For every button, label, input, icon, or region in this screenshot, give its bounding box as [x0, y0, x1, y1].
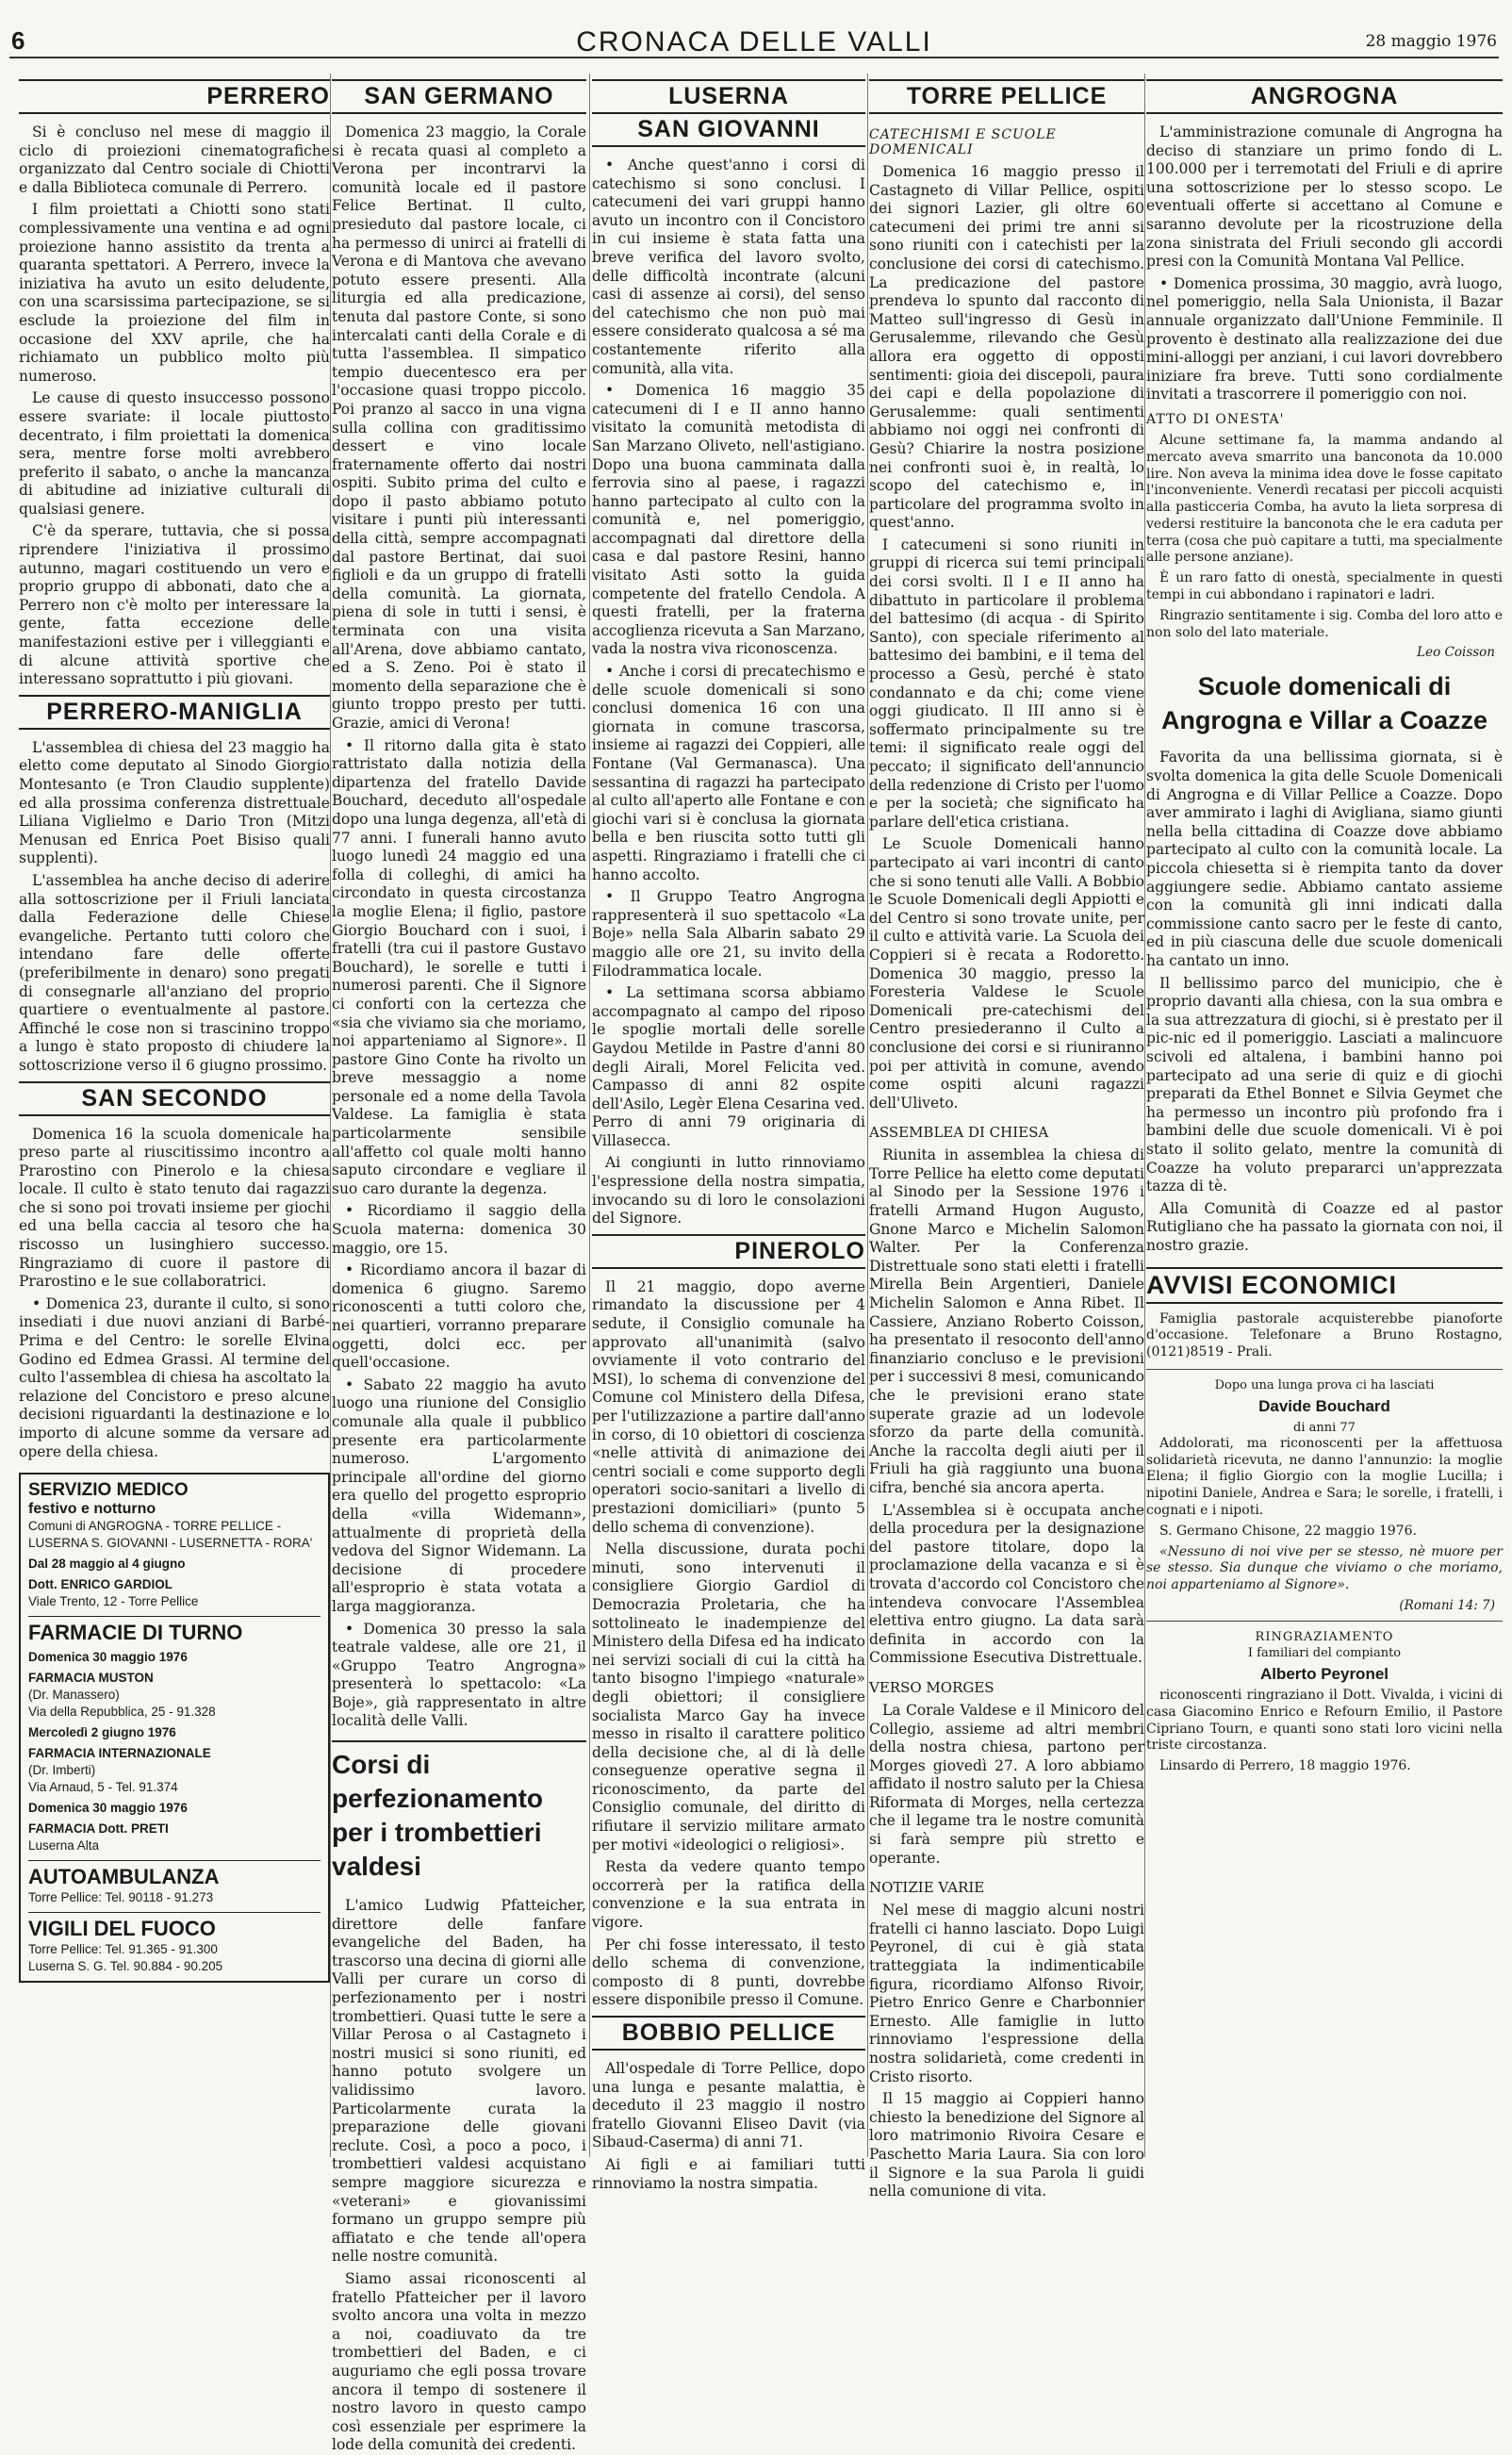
obituary-place: S. Germano Chisone, 22 maggio 1976. [1159, 1523, 1417, 1539]
box-text: Torre Pellice: Tel. 91.365 - 91.300 [28, 1942, 218, 1957]
article-paragraph: Ai congiunti in lutto rinnoviamo l'espressione della nostra simpatia, invocando su di loro le consolazioni del Signore. [592, 1154, 865, 1228]
box-text: Domenica 30 maggio 1976 [28, 1801, 188, 1816]
column-2 [332, 74, 586, 2454]
article-paragraph: Nel mese di maggio alcuni nostri fratelli ci hanno lasciato. Dopo Luigi Peyronel, di cui è già stata tratteggiata la indimenticabile figura, ricordiamo Alfonso Rivoir, Pietro Enrico Genre e Charbonnier Ernesto. Alle famiglie in lutto rinnoviamo l'espressione della nostra solidarietà, come credenti in Cristo risorto. [869, 1902, 1144, 2085]
article-title-scuole: Scuole domenicali di Angrogna e Villar a Coazze [1160, 672, 1488, 735]
article-paragraph: • Domenica 23, durante il culto, si sono insediati i due nuovi anziani di Barbé-Prima e del Centro: le sorelle Elvina Godino ed Edmea Grassi. Al termine del culto l'assemblea di chiesa ha ascoltato la relazione del Concistoro e preso alcune decisioni riguardanti la destinazione e lo importo di alcune somme da versare ad opere della chiesa. [19, 1294, 330, 1460]
article-paragraph: • Domenica 30 presso la sala teatrale valdese, alle ore 21, il «Gruppo Teatro Angrogna» presenterà lo spettacolo: «La Boje», già rappresentato in altre località delle Valli. [332, 1620, 586, 1730]
article-paragraph: L'amico Ludwig Pfatteicher, direttore delle fanfare evangeliche del Baden, ha trascorso una decina di giorni alle Valli per curare un corso di perfezionamento per i nostri trombettieri. Quasi tutte le sere a Villar Perosa o al Castagneto i nostri musici si sono riuniti, ed hanno potuto svolgere un validissimo lavoro. Particolarmente curata la preparazione delle giovani reclute. Così, a poco a poco, i trombettieri valdesi acquistano sempre maggiore sicurezza e «veterani» e giovanissimi formano un gruppo sempre più affiatato e che tende all'opera nelle nostre comunità. [332, 1897, 586, 2266]
subsection-label: VERSO MORGES [869, 1678, 994, 1696]
subsection-label: NOTIZIE VARIE [869, 1879, 985, 1897]
section-head-bobbio-pellice: BOBBIO PELLICE [592, 2016, 865, 2051]
box-text: FARMACIA INTERNAZIONALE [28, 1746, 211, 1761]
box-text: Torre Pellice: Tel. 90118 - 91.273 [28, 1890, 214, 1905]
section-head-angrogna: ANGROGNA [1146, 79, 1503, 114]
box-text: (Dr. Manassero) [28, 1688, 120, 1703]
box-text: Dott. ENRICO GARDIOL [28, 1577, 173, 1592]
article-paragraph: I film proiettati a Chiotti sono stati complessivamente una ventina e ad ogni proiezione hanno assistito da trenta a quaranta spettatori. A Perrero, invece la iniziativa ha avuto un esito deludente, con una scarsissima partecipazione, se si esclude la proiezione del film in occasione del XXV aprile, che ha richiamato un pubblico molto più numeroso. [19, 201, 330, 385]
box-text: Via Arnaud, 5 - Tel. 91.374 [28, 1780, 178, 1795]
column-5 [1146, 74, 1503, 2157]
article-paragraph: • Ricordiamo il saggio della Scuola materna: domenica 30 maggio, ore 15. [332, 1202, 586, 1257]
box-text: Luserna S. G. Tel. 90.884 - 90.205 [28, 1959, 223, 1974]
article-paragraph: Favorita da una bellissima giornata, si è svolta domenica la gita delle Scuole Domenicali di Angrogna e di Villar Pellice a Coazze. Dopo aver ammirato i laghi di Avigliana, siamo giunti nella bella cittadina di Coazze dove abbiamo partecipato al culto con la comunità locale. La piccola chiesetta si è riempita tanto da dover aggiungere sedie. Abbiamo cantato assieme con la comunità gli inni indicati dalla commissione canto sacro per le feste di canto, ed in più ciascuna delle due scuole domenicali ha cantato un inno. [1146, 749, 1503, 969]
column-3 [592, 74, 865, 2192]
article-paragraph: L'amministrazione comunale di Angrogna ha deciso di stanziare un primo fondo di L. 100.000 per i terremotati del Friuli e di aprire una sottoscrizione per lo stesso scopo. Le eventuali offerte si accettano al Comune e saranno devolute per la ricostruzione della zona sinistrata del Friuli secondo gli accordi presi con la Comunità Montana Val Pellice. [1146, 124, 1503, 271]
subsection-label: CATECHISMI E SCUOLE DOMENICALI [869, 127, 1057, 157]
article-paragraph: Nella discussione, durata pochi minuti, sono intervenuti il consigliere Giorgio Gardiol di Democrazia Proletaria, che ha sottolineato le inadempienze del Ministero della Difesa ed ha indicato nei servizi sociali di cui la città ha tanto bisogno l'impiego «naturale» degli obiettori; il consigliere socialista Marco Gay ha invece messo in risalto il carattere politico della decisione che, al di là delle conseguenze operative segna il riconoscimento, da parte del Consiglio comunale, del diritto di rifiutare il servizio militare armato per motivi «ideologici o religiosi». [592, 1541, 865, 1854]
article-paragraph: Il 15 maggio ai Coppieri hanno chiesto la benedizione del Signore al loro matrimonio Rivoira Cesare e Paschetto Maria Laura. Sia con loro il Signore e la sua Parola li guidi nella comunione di vita. [869, 2090, 1144, 2200]
box-text: Luserna Alta [28, 1838, 100, 1854]
page-number: 6 [11, 26, 25, 55]
box-title: SERVIZIO MEDICO [28, 1480, 189, 1501]
page-date: 28 maggio 1976 [1365, 32, 1497, 51]
article-paragraph: I catecumeni si sono riuniti in gruppi di ricerca sui temi principali dei corsi svolti. Il I e II anno ha dibattuto in particolare il problema del battesimo (di acqua - di Spirito Santo), con speciale riferimento al battesimo dei bambini, e il tema del processo a Gesù, perché è stato condannato e da chi; come viene oggi giudicato. Il III anno si è soffermato principalmente su tre temi: il significato reale oggi del peccato; il significato dell'annuncio della redenzione di Cristo per l'uomo e per la società; che significato ha parlare dell'etica cristiana. [869, 535, 1144, 831]
obituary-intro: Dopo una lunga prova ci ha lasciati [1214, 1377, 1435, 1392]
article-paragraph: Resta da vedere quanto tempo occorrerà per la ratifica della convenzione e la sua entrata in vigore. [592, 1858, 865, 1932]
article-paragraph: C'è da sperare, tuttavia, che si possa riprendere l'iniziativa il prossimo autunno, magari costituendo un vero e proprio gruppo di abbonati, dato che a Perrero non c'è molto per interessare la gente, fatta eccezione delle manifestazioni estive per i villeggianti e di alcune attività sportive che interessano soprattutto i più giovani. [19, 522, 330, 688]
article-paragraph: Alla Comunità di Coazze ed al pastor Rutigliano che ha passato la giornata con noi, il nostro grazie. [1146, 1199, 1503, 1254]
obituary-name: Davide Bouchard [1258, 1396, 1390, 1415]
article-paragraph: L'assemblea di chiesa del 23 maggio ha eletto come deputato al Sinodo Giorgio Montesanto (e Tron Claudio supplente) ed alla prossima conferenza distrettuale Liliana Viglielmo e Dario Tron (Mitzi Menusan ed Enrica Poet Bisiso quali supplenti). [19, 738, 330, 867]
article-paragraph: L'assemblea ha anche deciso di aderire alla sottoscrizione per il Friuli lanciata dalla Federazione delle Chiese evangeliche. Pertanto tutti coloro che intendano fare delle offerte (preferibilmente in denaro) sono pregati di consegnarle all'anziano del proprio quartiere o eventualmente al pastore. Affinché le cose non si trascinino troppo a lungo è stato proposto di chiudere la sottoscrizione verso il 6 giugno prossimo. [19, 871, 330, 1074]
box-text: FARMACIA MUSTON [28, 1671, 154, 1686]
article-paragraph: Ai figli e ai familiari tutti rinnoviamo la nostra simpatia. [592, 2155, 865, 2192]
article-paragraph: • Ricordiamo ancora il bazar di domenica 6 giugno. Saremo riconoscenti a tutti coloro che, nei quartieri, vorranno preparare oggetti, dolci ecc. per quell'occasione. [332, 1261, 586, 1372]
section-head-san-germano: SAN GERMANO [332, 79, 586, 114]
section-head-pinerolo: PINEROLO [592, 1234, 865, 1269]
obituary-text: Addolorati, ma riconoscenti per la affettuosa solidarietà ricevuta, ne danno l'annunzio: la moglie Elena; il figlio Giorgio con la moglie Lucilla; i nipotini Daniele, Andrea e Sara; le sorelle, i fratelli, i cognati e i nipoti. [1146, 1435, 1503, 1519]
column-divider [589, 74, 590, 2157]
article-paragraph: Il 21 maggio, dopo averne rimandato la discussione per 4 sedute, il Consiglio comunale ha approvato all'unanimità (salvo ovviamente il voto contrario del MSI), lo schema di convenzione del Comune col Ministero della Difesa, per l'utilizzazione a partire dall'anno in corso, di 10 obiettori di coscienza «nelle attività di animazione dei centri sociali e come supporto degli operatori socio-sanitari a livello di prestazioni domiciliari» (punto 5 dello schema di convenzione). [592, 1277, 865, 1536]
article-paragraph: Si è concluso nel mese di maggio il ciclo di proiezioni cinematografiche organizzato dal Centro sociale di Chiotti e dalla Biblioteca comunale di Perrero. [19, 124, 330, 196]
classified-ad: Famiglia pastorale acquisterebbe pianoforte d'occasione. Telefonare a Bruno Rostagno, (0121)8519 - Prali. [1146, 1310, 1503, 1360]
article-paragraph: • Sabato 22 maggio ha avuto luogo una riunione del Consiglio comunale alla quale il pubblico presente era particolarmente numeroso. L'argomento principale all'ordine del giorno era quello del progetto esproprio della «villa Widemann», attualmente di proprietà della vedova del Signor Widemann. La decisione di procedere all'esproprio è stata votata a larga maggioranza. [332, 1376, 586, 1615]
article-paragraph: Domenica 16 maggio presso il Castagneto di Villar Pellice, ospiti dei signori Lazier, gli oltre 60 catecumeni dei primi tre anni si sono riuniti con i catechisti per la conclusione dei corsi di catechismo. La predicazione del pastore prendeva lo spunto dal racconto di Matteo sull'ingresso di Gesù in Gerusalemme, rilevando che Gesù allora era oggetto di opposti sentimenti: gioia dei discepoli, paura dei capi e della popolazione di Gerusalemme: quali sentimenti abbiamo noi oggi nei confronti di Gesù? Chiarire la nostra posizione nei confronti suoi è, in realtà, lo scopo del catechismo e, in particolare del programma svolto in quest'anno. [869, 163, 1144, 532]
article-paragraph: È un raro fatto di onestà, specialmente in questi tempi in cui abbondano i rapinatori e ladri. [1146, 570, 1503, 603]
thanks-intro: I familiari del compianto [1247, 1646, 1402, 1661]
article-paragraph: Alcune settimane fa, la mamma andando al mercato aveva smarrito una banconota da 10.000 lire. Non aveva la minima idea dove le fosse capitato l'inconveniente. Venerdì recatasi per piccoli acquisti alla pasticceria Comba, ha avuto la lieta sorpresa di vedersi restituire la banconota che le era caduta per terra (cosa che può capitare a tutti, ma specialmente alle persone anziane). [1146, 432, 1503, 566]
divider [1146, 1369, 1503, 1370]
article-paragraph: • Il ritorno dalla gita è stato rattristato dalla notizia della dipartenza del fratello Davide Bouchard, deceduto all'ospedale dopo una lunga degenza, all'età di 77 anni. I funerali hanno avuto luogo lunedì 24 maggio ed una folla di colleghi, di amici ha circondato in questa circostanza la moglie Elena; il figlio, pastore Giorgio Bouchard con i suoi, i fratelli (tra cui il pastore Gustavo Bouchard), le sorelle e tutti i numerosi parenti. Che il Signore ci conforti con la certezza che «sia che viviamo sia che moriamo, noi apparteniamo al Signore». Il pastore Gino Conte ha rivolto un breve messaggio a nome personale ed a nome della Tavola Valdese. La famiglia è stata particolarmente sensibile all'affetto col quale molti hanno saputo circondare e vegliare il suo caro durante la degenza. [332, 736, 586, 1197]
article-paragraph: Domenica 23 maggio, la Corale si è recata quasi al completo a Verona per incontrarvi la comunità locale ed il pastore Felice Bertinat. Il culto, presieduto dal pastore locale, ci ha permesso di unirci ai fratelli di Verona e di Mantova che avevano potuto essere presenti. Alla liturgia ed alla predicazione, tenuta dal pastore Conte, si sono intercalati canti della Corale e di tutta l'assemblea. Il simpatico tempio duecentesco era per l'occasione quasi troppo piccolo. Poi pranzo al sacco in una vigna sulla collina con graditissimo dessert e vino locale fraternamente offerto dai nostri ospiti. Subito prima del culto e dopo il pasto abbiamo potuto visitare i punti più interessanti della città, sempre accompagnati dal pastore Bertinat, dai suoi figlioli e da un gruppo di fratelli della comunità. La giornata, piena di sole in tutti i sensi, è terminata con una visita all'Arena, dove abbiamo cantato, ed a S. Zeno. Poi è stato il momento della separazione che è giunto troppo presto per tutti. Grazie, amici di Verona! [332, 124, 586, 732]
box-text: (Dr. Imberti) [28, 1763, 96, 1778]
column-divider [867, 74, 868, 2157]
article-paragraph: L'Assemblea si è occupata anche della procedura per la designazione del pastore titolare, dopo la proclamazione della vacanza e si è trovata d'accordo col Concistoro che intendeva convocare l'Assemblea elettiva entro giugno. La data sarà definita in accordo con la Commissione Esecutiva Distrettuale. [869, 1501, 1144, 1667]
article-title-corsi: Corsi di perfezionamento per i trombettieri valdesi [332, 1740, 586, 1884]
page-header [9, 25, 1499, 58]
article-paragraph: Le Scuole Domenicali hanno partecipato ai vari incontri di canto che si sono tenuti alle Valli. A Bobbio le Scuole Domenicali degli Appiotti e del Centro si sono trovate unite, per il culto e attività varie. La Scuola dei Coppieri si è recata a Rodoretto. Domenica 30 maggio, presso la Foresteria Valdese le Scuole Domenicali pre-catechismi del Centro presiederanno il Culto a conclusione dei corsi e si riuniranno poi per attività in comune, avendo come ospiti alcuni ragazzi dell'Uliveto. [869, 835, 1144, 1112]
box-text: Comuni di ANGROGNA - TORRE PELLICE - LUSERNA S. GIOVANNI - LUSERNETTA - RORA' [28, 1519, 313, 1551]
box-heading: AUTOAMBULANZA [28, 1860, 320, 1889]
box-text: Domenica 30 maggio 1976 [28, 1650, 188, 1665]
article-paragraph: Ringrazio sentitamente i sig. Comba del loro atto e non solo del lato materiale. [1146, 607, 1503, 640]
article-paragraph: Per chi fosse interessato, il testo dello schema di convenzione, composto di 8 punti, dovrebbe essere disponibile presso il Comune. [592, 1936, 865, 2009]
article-paragraph: All'ospedale di Torre Pellice, dopo una lunga e pesante malattia, è deceduto il 23 maggio il nostro fratello Giovanni Eliseo Davit (via Sibaud-Caserma) di anni 71. [592, 2060, 865, 2151]
divider [1146, 1621, 1503, 1622]
box-text: Viale Trento, 12 - Torre Pellice [28, 1594, 199, 1609]
article-paragraph: • Domenica prossima, 30 maggio, avrà luogo, nel pomeriggio, nella Sala Unionista, il Bazar annuale organizzato dall'Unione Femminile. Il provento è destinato alla realizzazione dei due mini-alloggi per anziani, i cui lavori dovrebbero iniziare fra breve. Tutti sono cordialmente invitati a trascorrere il pomeriggio con noi. [1146, 274, 1503, 404]
box-heading: FARMACIE DI TURNO [28, 1616, 320, 1645]
box-text: FARMACIA Dott. PRETI [28, 1821, 169, 1837]
section-head-torre-pellice: TORRE PELLICE [869, 79, 1144, 114]
obituary-reference: (Romani 14: 7) [1399, 1598, 1495, 1614]
section-head-perrero: PERRERO [19, 79, 330, 114]
column-1 [19, 74, 330, 2157]
article-paragraph: • Il Gruppo Teatro Angrogna rappresenterà il suo spettacolo «La Boje» nella Sala Albarin sabato 29 maggio alle ore 21, su invito della Filodrammatica locale. [592, 888, 865, 980]
column-divider [1144, 74, 1145, 2157]
article-paragraph: Riunita in assemblea la chiesa di Torre Pellice ha eletto come deputati al Sinodo per la Sessione 1976 i fratelli Armand Hugon Augusto, Gnone Marco e Michelin Salomon Walter. Per la Conferenza Distrettuale sono stati eletti i fratelli Mirella Bein Argentieri, Daniele Michelin Salomon e Anna Ribet. Il Cassiere, Anziano Roberto Coisson, ha presentato il resoconto dell'anno finanziario concluso e le previsioni per i successivi 8 mesi, comunicando che le previsioni erano state superate grazie ad un lodevole sforzo da parte della comunità. Anche la raccolta degli aiuti per il Friuli ha già raggiunto una buona cifra, benché sia ancora aperta. [869, 1146, 1144, 1496]
thanks-name: Alberto Peyronel [1259, 1665, 1389, 1684]
section-head-luserna: LUSERNA [592, 79, 865, 112]
thanks-place: Linsardo di Perrero, 18 maggio 1976. [1159, 1758, 1411, 1774]
thanks-heading: RINGRAZIAMENTO [1255, 1630, 1394, 1645]
article-paragraph: La Corale Valdese e il Minicoro del Collegio, assieme ad altri membri della nostra chiesa, partono per Morges giovedì 27. A loro abbiamo affidato il nostro saluto per la Chiesa Riformata di Morges, nella certezza che il legame tra le nostre comunità si farà sempre più stretto e operante. [869, 1701, 1144, 1867]
article-paragraph: Siamo assai riconoscenti al fratello Pfatteicher per il lavoro svolto ancora una volta in mezzo a noi, coadiuvato da tre trombettieri del Baden, e ci auguriamo che egli possa trovare ancora il tempo di sostenere il nostro lavoro in questo campo così essenziale per esprimere la lode della comunità dei credenti. [332, 2269, 586, 2454]
box-text: Via della Repubblica, 25 - 91.328 [28, 1705, 216, 1720]
article-paragraph: Domenica 16 la scuola domenicale ha preso parte al riuscitissimo incontro a Prarostino con Pinerolo e la chiesa locale. Il culto è stato tenuto dai ragazzi che si sono poi trovati insieme per giochi ed una bella caccia al tesoro che ha riscosso un lusinghiero successo. Ringraziamo di cuore il pastore di Prarostino e le sue collaboratrici. [19, 1125, 330, 1291]
thanks-text: riconoscenti ringraziano il Dott. Vivalda, i vicini di casa Giacomino Enrico e Refourn Emilio, il Pastore Cipriano Tourn, e quanti sono stati loro vicini nella triste circostanza. [1146, 1688, 1503, 1754]
obituary-age: di anni 77 [1293, 1420, 1356, 1435]
obituary-quote: «Nessuno di noi vive per se stesso, nè muore per se stesso. Sia dunque che viviamo o che moriamo, noi apparteniamo al Signore». [1146, 1543, 1503, 1593]
article-paragraph: • La settimana scorsa abbiamo accompagnato al campo del riposo le spoglie mortali delle sorelle Gaydou Metilde in Pastre d'anni 80 degli Airali, Morel Felicita ved. Campasso di anni 82 ospite dell'Asilo, Legèr Elena Cesarina ved. Perro di anni 79 originaria di Villasecca. [592, 984, 865, 1149]
box-text: Dal 28 maggio al 4 giugno [28, 1557, 186, 1572]
section-head-perrero-maniglia: PERRERO-MANIGLIA [19, 695, 330, 730]
signature: Leo Coisson [1417, 645, 1495, 661]
box-heading: VIGILI DEL FUOCO [28, 1912, 320, 1941]
masthead: CRONACA DELLE VALLI [576, 26, 932, 58]
subsection-label: ATTO DI ONESTA' [1146, 411, 1285, 427]
box-subtitle: festivo e notturno [28, 1501, 156, 1518]
column-4 [869, 74, 1144, 2200]
column-divider [330, 74, 331, 2157]
section-head-san-secondo: SAN SECONDO [19, 1081, 330, 1116]
article-paragraph: • Domenica 16 maggio 35 catecumeni di I e II anno hanno visitato la comunità metodista di San Marzano Oliveto, nell'astigiano. Dopo una buona camminata dalla ferrovia sino al paese, i ragazzi hanno partecipato al culto con la comunità e, nel pomeriggio, accompagnati dal direttore della casa e dal pastore Resini, hanno visitato Asti sotto la guida competente del fratello Cendola. A questi fratelli, per la fraterna accoglienza ricevuta a San Marzano, vada la nostra viva riconoscenza. [592, 382, 865, 658]
section-head-san-giovanni: SAN GIOVANNI [592, 112, 865, 147]
box-text: Mercoledì 2 giugno 1976 [28, 1725, 176, 1740]
article-paragraph: Il bellissimo parco del municipio, che è proprio davanti alla chiesa, con la sua ombra e la sua attrezzatura di giochi, si è prestato per il pic-nic ed il pomeriggio. Lasciati a malincuore scivoli ed altalena, i bambini hanno poi partecipato ad una serie di quiz e di giochi preparati da Ethel Bonnet e Silvia Geymet che ha permesso un incontro più profondo fra i bambini delle due scuole domenicali. Vi è poi stato il solito gelato, mentre la comunità di Coazze ha voluto prepararci un'apprezzata tazza di tè. [1146, 974, 1503, 1195]
medical-service-box [19, 1473, 330, 1983]
article-paragraph: • Anche i corsi di precatechismo e delle scuole domenicali si sono conclusi domenica 16 con una giornata in comune trascorsa, insieme ai ragazzi dei Coppieri, alle Fontane (Val Germanasca). Una sessantina di ragazzi ha partecipato al culto all'aperto alle Fontane e con giochi vari si è conclusa la giornata bella e ben riuscita sotto tutti gli aspetti. Ringraziamo i fratelli che ci hanno accolto. [592, 663, 865, 883]
article-paragraph: • Anche quest'anno i corsi di catechismo si sono conclusi. I catecumeni dei vari gruppi hanno avuto un incontro con il Concistoro in cui insieme è stata fatta una breve verifica del lavoro svolto, delle difficoltà incontrate (alcuni casi di assenze ai corsi), del senso del catechismo che non può mai essere considerato qualcosa a sé ma costantemente riferito alla comunità, alla vita. [592, 157, 865, 377]
subsection-label: ASSEMBLEA DI CHIESA [869, 1124, 1049, 1142]
article-paragraph: Le cause di questo insuccesso possono essere svariate: il locale piuttosto decentrato, i film proiettati la domenica sera, mentre forse molti avrebbero preferito il sabato, o anche la mancanza di abitudine ad iniziative culturali di qualsiasi genere. [19, 389, 330, 518]
section-head-avvisi: AVVISI ECONOMICI [1146, 1267, 1503, 1304]
